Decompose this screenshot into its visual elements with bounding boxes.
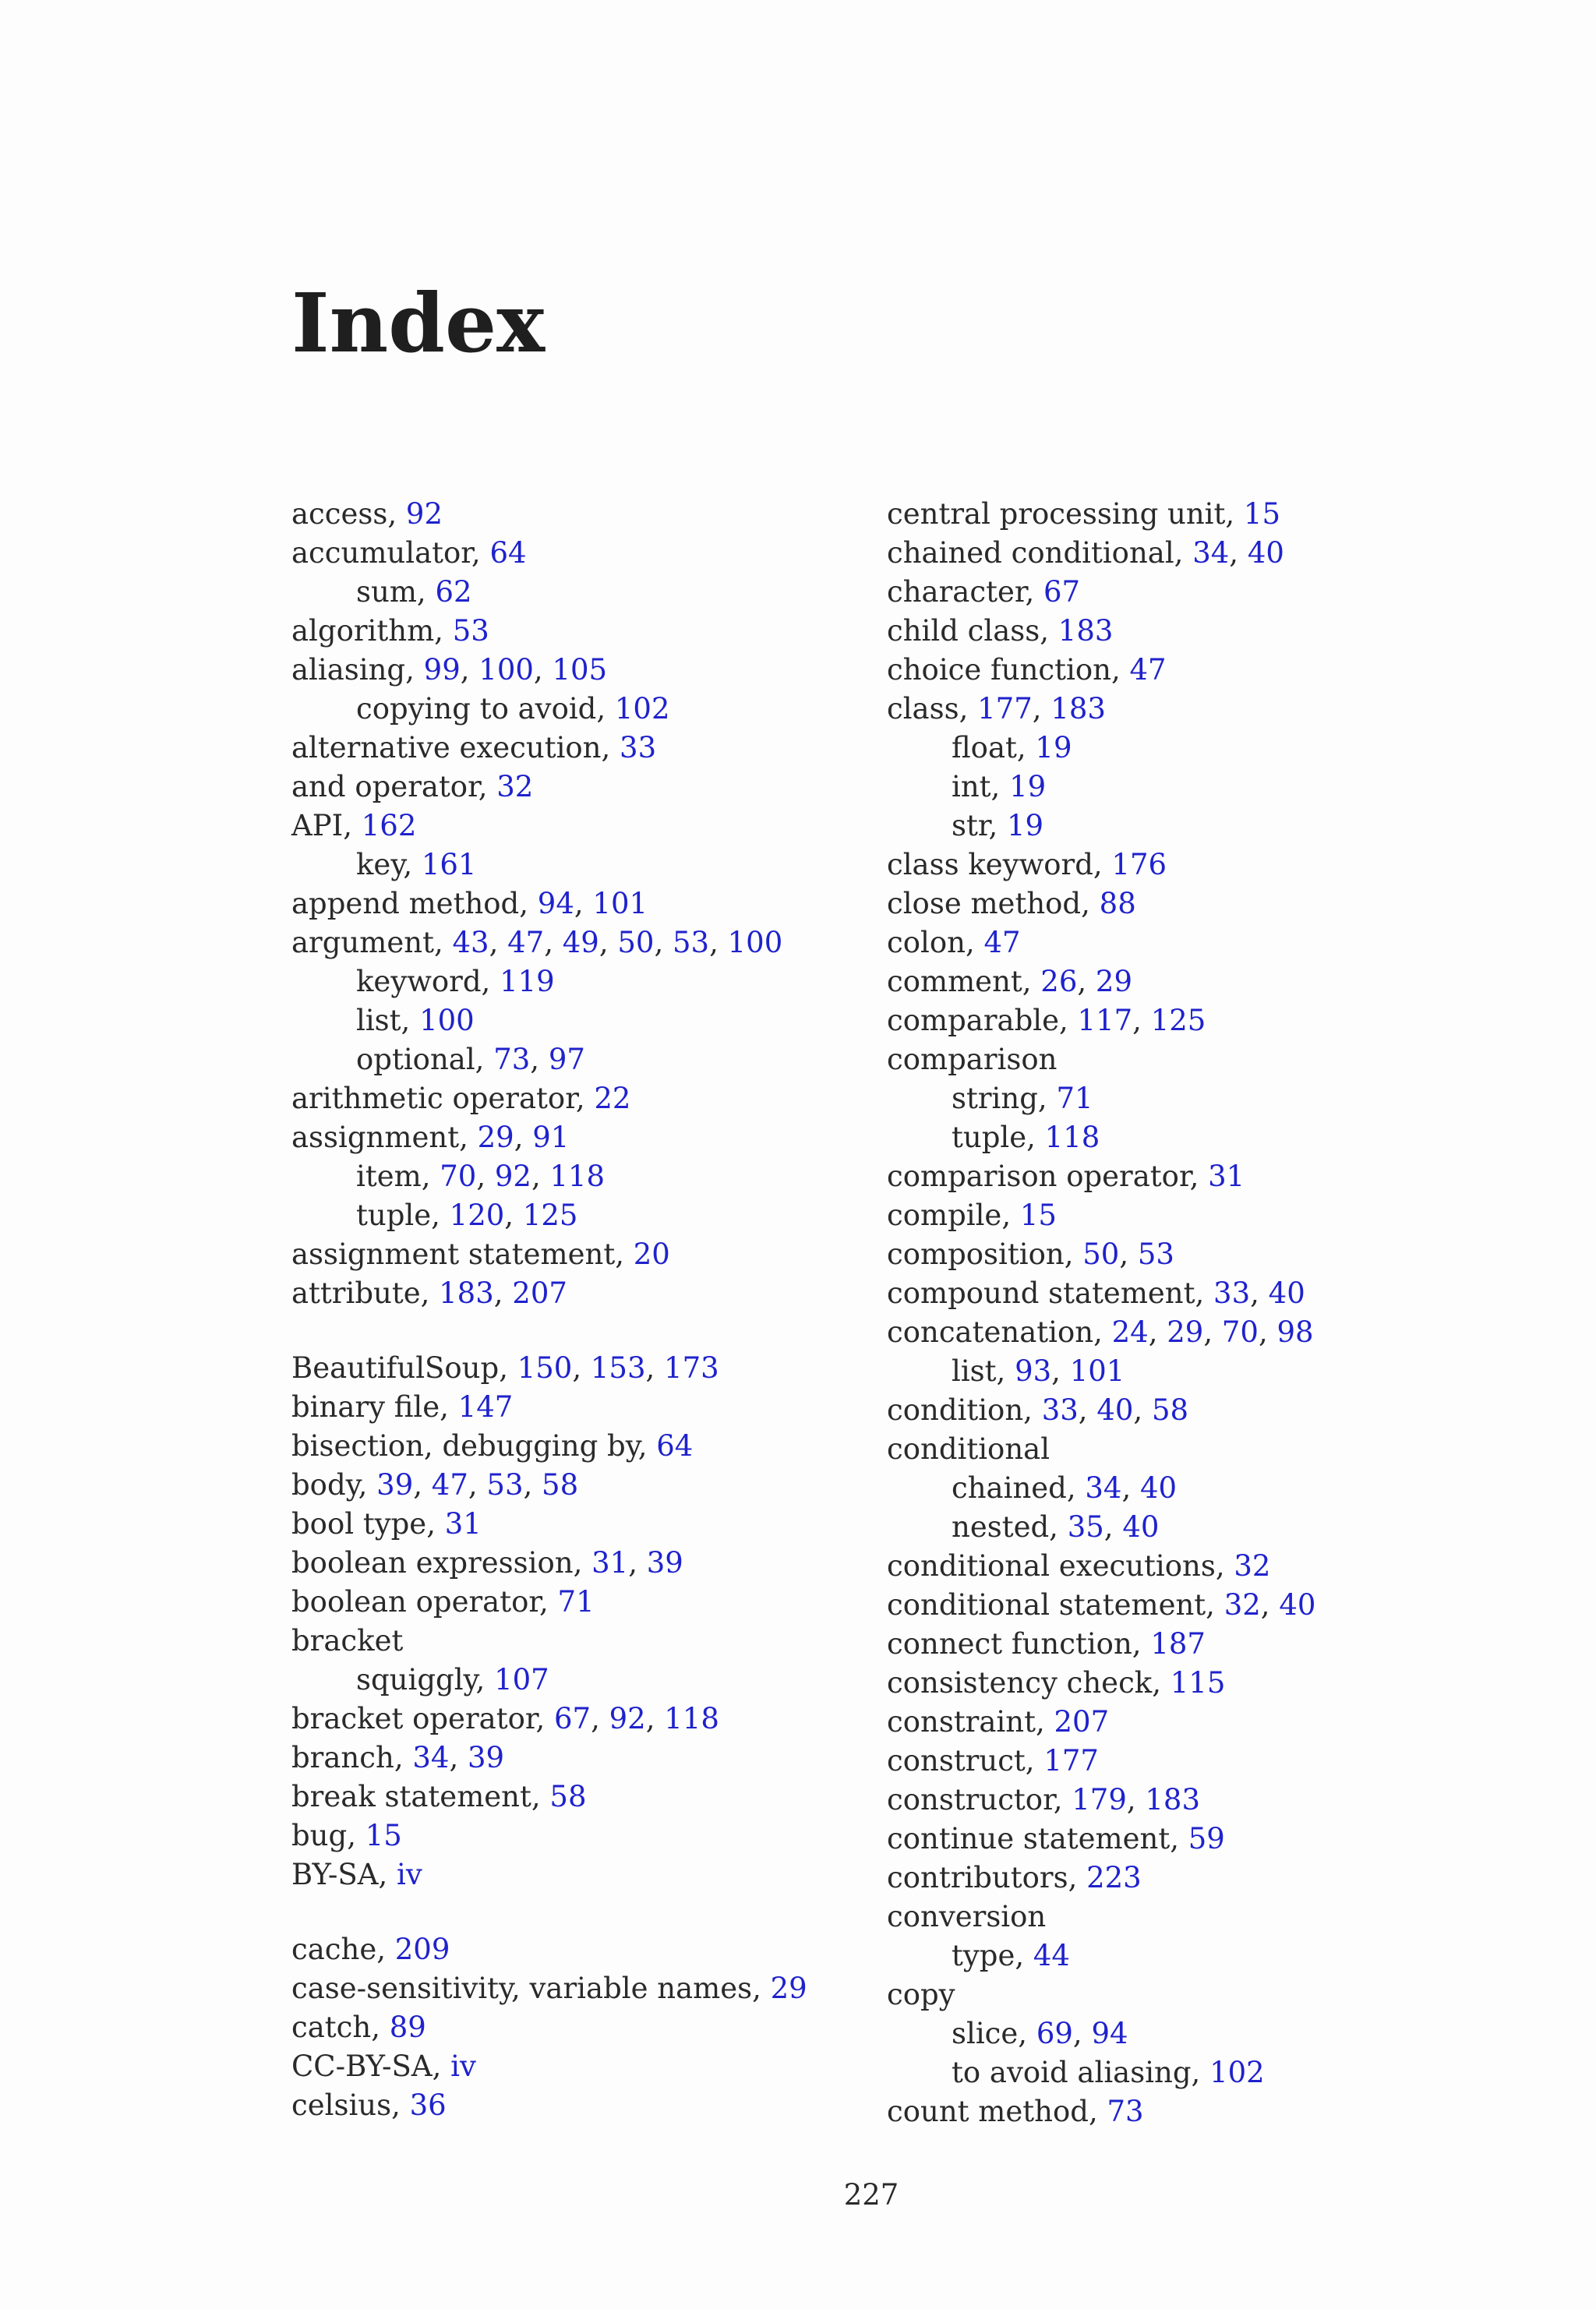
page-reference-link[interactable]: 31 (591, 1546, 629, 1580)
index-entry: central processing unit, 15 (887, 497, 1280, 531)
index-term: CC-BY-SA (291, 2050, 433, 2083)
page-reference-link[interactable]: iv (397, 1858, 422, 1891)
index-term: conversion (887, 1900, 1047, 1933)
page-reference-link[interactable]: 177 (977, 692, 1033, 726)
page-reference-link[interactable]: 33 (620, 731, 657, 764)
index-entry: binary file, 147 (291, 1390, 514, 1424)
letter-group-gap (291, 1313, 899, 1349)
page-reference-link[interactable]: 34 (412, 1741, 450, 1774)
index-subentry: float, 19 (952, 731, 1072, 764)
index-term: attribute (291, 1276, 421, 1310)
index-term: bool type (291, 1507, 427, 1541)
index-entry (887, 1975, 1495, 2014)
index-entry: assignment statement, 20 (291, 1237, 670, 1271)
index-term: body (291, 1468, 358, 1502)
index-entry: branch, 34, 39 (291, 1741, 505, 1774)
page-reference-link[interactable]: 101 (1069, 1354, 1125, 1388)
index-subentry: tuple, 120, 125 (356, 1199, 578, 1232)
index-term: float (952, 731, 1017, 764)
index-term: nested (952, 1510, 1050, 1544)
index-term: concatenation (887, 1315, 1094, 1349)
page-reference-link[interactable]: 94 (1091, 2017, 1128, 2050)
index-entry: catch, 89 (291, 2011, 426, 2044)
index-entry: constraint, 207 (887, 1705, 1110, 1739)
page-reference-link[interactable]: 70 (1221, 1315, 1259, 1349)
page-reference-link[interactable]: 19 (1007, 809, 1044, 842)
index-subentry: optional, 73, 97 (356, 1043, 585, 1076)
page-reference-link[interactable]: 34 (1085, 1471, 1122, 1505)
index-term: bracket (291, 1624, 404, 1658)
index-term: consistency check (887, 1666, 1153, 1700)
index-entry: consistency check, 115 (887, 1666, 1226, 1700)
page-reference-link[interactable]: 101 (592, 887, 648, 920)
index-entry (291, 1622, 899, 1661)
index-subentry: sum, 62 (356, 575, 472, 609)
index-term: comparison (887, 1043, 1058, 1076)
page-reference-link[interactable]: 34 (1192, 536, 1230, 570)
index-subentry: str, 19 (952, 809, 1044, 842)
index-subentry: tuple, 118 (952, 1121, 1100, 1154)
index-term: to avoid aliasing (952, 2056, 1192, 2089)
index-entry: class keyword, 176 (887, 848, 1167, 881)
page-reference-link[interactable]: 88 (1099, 887, 1136, 920)
index-term: optional (356, 1043, 475, 1076)
index-term: branch (291, 1741, 394, 1774)
page-reference-link[interactable]: 150 (517, 1351, 573, 1385)
page-reference-link[interactable]: 40 (1268, 1276, 1305, 1310)
index-entry: class, 177, 183 (887, 692, 1106, 726)
index-entry: alternative execution, 33 (291, 731, 657, 764)
index-entry: arithmetic operator, 22 (291, 1082, 631, 1115)
index-term: list (952, 1354, 997, 1388)
page-reference-link[interactable]: 19 (1035, 731, 1072, 764)
page-reference-link[interactable]: 50 (617, 926, 655, 959)
page-reference-link[interactable]: 20 (633, 1237, 670, 1271)
page-reference-link[interactable]: 118 (664, 1702, 719, 1735)
page-reference-link[interactable]: 58 (542, 1468, 579, 1502)
index-column-left (291, 495, 899, 2125)
index-entry: colon, 47 (887, 926, 1021, 959)
page-reference-link[interactable]: 58 (549, 1780, 587, 1813)
index-entry: bracket operator, 67, 92, 118 (291, 1702, 719, 1735)
index-term: comparison operator (887, 1160, 1190, 1193)
page-reference-link[interactable]: 53 (452, 614, 489, 648)
index-entry: attribute, 183, 207 (291, 1276, 567, 1310)
page-reference-link[interactable]: 119 (500, 965, 555, 998)
page-reference-link[interactable]: 102 (1209, 2056, 1265, 2089)
index-entry: assignment, 29, 91 (291, 1121, 570, 1154)
index-entry: construct, 177 (887, 1744, 1099, 1778)
index-term: slice (952, 2017, 1019, 2050)
page-reference-link[interactable]: 183 (439, 1276, 494, 1310)
page-reference-link[interactable]: 26 (1040, 965, 1078, 998)
index-term: str (952, 809, 989, 842)
page-reference-link[interactable]: 207 (512, 1276, 567, 1310)
index-term: continue statement (887, 1822, 1171, 1855)
page-reference-link[interactable]: 50 (1082, 1237, 1120, 1271)
page-reference-link[interactable]: 29 (1095, 965, 1133, 998)
index-subentry: list, 100 (356, 1004, 475, 1037)
page-reference-link[interactable]: 64 (656, 1429, 694, 1463)
index-term: accumulator (291, 536, 471, 570)
index-term: case-sensitivity, variable names (291, 1972, 753, 2005)
index-entry: accumulator, 64 (291, 536, 527, 570)
index-term: count method (887, 2095, 1089, 2128)
index-term: composition (887, 1237, 1065, 1271)
index-term: tuple (952, 1121, 1027, 1154)
page-reference-link[interactable]: 161 (421, 848, 477, 881)
page-reference-link[interactable]: 24 (1111, 1315, 1149, 1349)
page-reference-link[interactable]: 53 (672, 926, 710, 959)
page-reference-link[interactable]: 39 (467, 1741, 505, 1774)
index-entry: contributors, 223 (887, 1861, 1142, 1894)
page-reference-link[interactable]: 92 (494, 1160, 531, 1193)
page-reference-link[interactable]: 147 (457, 1390, 514, 1424)
index-subentry: to avoid aliasing, 102 (952, 2056, 1265, 2089)
index-term: access (291, 497, 388, 531)
index-term: conditional executions (887, 1549, 1216, 1583)
index-entry: algorithm, 53 (291, 614, 489, 648)
index-term: sum (356, 575, 417, 609)
page-reference-link[interactable]: 31 (1208, 1160, 1245, 1193)
index-entry: bool type, 31 (291, 1507, 482, 1541)
page-reference-link[interactable]: 118 (549, 1160, 606, 1193)
page-reference-link[interactable]: 183 (1058, 614, 1114, 648)
page-reference-link[interactable]: 40 (1279, 1588, 1316, 1622)
index-term: arithmetic operator (291, 1082, 576, 1115)
index-term: choice function (887, 653, 1111, 687)
page-reference-link[interactable]: 94 (537, 887, 574, 920)
index-term: alternative execution (291, 731, 602, 764)
index-entry: constructor, 179, 183 (887, 1783, 1201, 1816)
page-reference-link[interactable]: 67 (554, 1702, 591, 1735)
index-entry: BeautifulSoup, 150, 153, 173 (291, 1351, 719, 1385)
index-term: construct (887, 1744, 1026, 1778)
page-reference-link[interactable]: 187 (1150, 1627, 1206, 1661)
page-reference-link[interactable]: 183 (1145, 1783, 1201, 1816)
index-entry: CC-BY-SA, iv (291, 2050, 476, 2083)
page-reference-link[interactable]: 47 (507, 926, 545, 959)
index-term: and operator (291, 770, 478, 803)
page-reference-link[interactable]: 99 (423, 653, 461, 687)
page-reference-link[interactable]: 125 (522, 1199, 578, 1232)
index-term: constraint (887, 1705, 1036, 1739)
page-reference-link[interactable]: 91 (532, 1121, 570, 1154)
page-reference-link[interactable]: 92 (609, 1702, 646, 1735)
index-entry: comparison operator, 31 (887, 1160, 1245, 1193)
index-entry: connect function, 187 (887, 1627, 1206, 1661)
index-subentry: copying to avoid, 102 (356, 692, 670, 726)
index-term: catch (291, 2011, 372, 2044)
page-reference-link[interactable]: 53 (486, 1468, 524, 1502)
index-term: keyword (356, 965, 482, 998)
page-reference-link[interactable]: 15 (365, 1819, 402, 1852)
index-term: BeautifulSoup (291, 1351, 500, 1385)
page-reference-link[interactable]: 53 (1137, 1237, 1174, 1271)
page-reference-link[interactable]: 93 (1015, 1354, 1052, 1388)
index-column-right (887, 495, 1495, 2131)
index-term: contributors (887, 1861, 1068, 1894)
index-subentry: string, 71 (952, 1082, 1093, 1115)
index-subentry: keyword, 119 (356, 965, 555, 998)
index-entry: continue statement, 59 (887, 1822, 1225, 1855)
page-reference-link[interactable]: 40 (1140, 1471, 1178, 1505)
page-reference-link[interactable]: 36 (409, 2088, 447, 2122)
index-subentry: key, 161 (356, 848, 477, 881)
page-reference-link[interactable]: 105 (552, 653, 608, 687)
page-reference-link[interactable]: 35 (1067, 1510, 1104, 1544)
index-term: append method (291, 887, 520, 920)
index-entry: concatenation, 24, 29, 70, 98 (887, 1315, 1314, 1349)
index-entry (887, 1040, 1495, 1079)
page-reference-link[interactable]: 223 (1086, 1861, 1142, 1894)
page-reference-link[interactable]: 97 (548, 1043, 585, 1076)
index-term: constructor (887, 1783, 1054, 1816)
page-reference-link[interactable]: 207 (1054, 1705, 1110, 1739)
page-reference-link[interactable]: 29 (770, 1972, 807, 2005)
index-term: close method (887, 887, 1082, 920)
page-reference-link[interactable]: 40 (1096, 1393, 1134, 1427)
index-entry: case-sensitivity, variable names, 29 (291, 1972, 807, 2005)
page-reference-link[interactable]: 120 (449, 1199, 505, 1232)
letter-group-gap (291, 1894, 899, 1930)
index-term: conditional statement (887, 1588, 1206, 1622)
index-term: comparable (887, 1004, 1059, 1037)
index-entry: comment, 26, 29 (887, 965, 1133, 998)
index-term: binary file (291, 1390, 440, 1424)
page-reference-link[interactable]: 29 (477, 1121, 514, 1154)
index-subentry: list, 93, 101 (952, 1354, 1125, 1388)
index-entry: cache, 209 (291, 1933, 450, 1966)
index-entry: composition, 50, 53 (887, 1237, 1174, 1271)
index-term: boolean expression (291, 1546, 574, 1580)
index-term: copy (887, 1978, 955, 2011)
page-reference-link[interactable]: 29 (1167, 1315, 1204, 1349)
page-reference-link[interactable]: iv (450, 2050, 476, 2083)
index-term: chained (952, 1471, 1067, 1505)
page-reference-link[interactable]: 59 (1188, 1822, 1225, 1855)
index-entry: argument, 43, 47, 49, 50, 53, 100 (291, 926, 783, 959)
index-entry: break statement, 58 (291, 1780, 587, 1813)
index-entry: aliasing, 99, 100, 105 (291, 653, 608, 687)
index-term: key (356, 848, 404, 881)
index-entry: celsius, 36 (291, 2088, 447, 2122)
page-number: 227 (843, 2178, 899, 2212)
index-entry: compile, 15 (887, 1199, 1057, 1232)
index-term: bracket operator (291, 1702, 536, 1735)
page-reference-link[interactable]: 15 (1019, 1199, 1057, 1232)
page-reference-link[interactable]: 102 (614, 692, 670, 726)
index-term: int (952, 770, 991, 803)
index-entry: bisection, debugging by, 64 (291, 1429, 694, 1463)
page-reference-link[interactable]: 100 (478, 653, 534, 687)
index-entry: bug, 15 (291, 1819, 402, 1852)
page-reference-link[interactable]: 100 (419, 1004, 475, 1037)
index-term: compile (887, 1199, 1002, 1232)
page-title: Index (291, 275, 546, 371)
page-reference-link[interactable]: 47 (1129, 653, 1167, 687)
index-subentry: type, 44 (952, 1939, 1070, 1972)
page-reference-link[interactable]: 118 (1044, 1121, 1100, 1154)
page-reference-link[interactable]: 209 (394, 1933, 450, 1966)
index-entry: compound statement, 33, 40 (887, 1276, 1305, 1310)
page-reference-link[interactable]: 89 (389, 2011, 426, 2044)
index-term: list (356, 1004, 401, 1037)
page-reference-link[interactable]: 40 (1122, 1510, 1160, 1544)
index-entry: boolean expression, 31, 39 (291, 1546, 683, 1580)
index-entry: and operator, 32 (291, 770, 534, 803)
index-term: character (887, 575, 1026, 609)
index-subentry: nested, 35, 40 (952, 1510, 1160, 1544)
index-term: class (887, 692, 959, 726)
page-reference-link[interactable]: 100 (727, 926, 783, 959)
index-entry: conditional statement, 32, 40 (887, 1588, 1316, 1622)
page-reference-link[interactable]: 173 (664, 1351, 719, 1385)
page-reference-link[interactable]: 44 (1033, 1939, 1070, 1972)
index-term: assignment (291, 1121, 460, 1154)
page-reference-link[interactable]: 40 (1247, 536, 1284, 570)
page-reference-link[interactable]: 19 (1009, 770, 1047, 803)
index-term: celsius (291, 2088, 392, 2122)
page-reference-link[interactable]: 70 (440, 1160, 477, 1193)
page-reference-link[interactable]: 39 (646, 1546, 683, 1580)
page-reference-link[interactable]: 58 (1151, 1393, 1189, 1427)
page-reference-link[interactable]: 177 (1043, 1744, 1099, 1778)
page-reference-link[interactable]: 69 (1036, 2017, 1073, 2050)
page-reference-link[interactable]: 62 (435, 575, 472, 609)
index-entry: conditional executions, 32 (887, 1549, 1271, 1583)
index-term: break statement (291, 1780, 531, 1813)
index-subentry: squiggly, 107 (356, 1663, 549, 1696)
page-reference-link[interactable]: 33 (1041, 1393, 1079, 1427)
page-reference-link[interactable]: 153 (590, 1351, 646, 1385)
index-entry: body, 39, 47, 53, 58 (291, 1468, 579, 1502)
index-entry: API, 162 (291, 809, 417, 842)
page-reference-link[interactable]: 47 (431, 1468, 468, 1502)
index-term: boolean operator (291, 1585, 539, 1619)
index-term: item (356, 1160, 422, 1193)
index-term: aliasing (291, 653, 406, 687)
page-reference-link[interactable]: 162 (361, 809, 417, 842)
page-reference-link[interactable]: 32 (1223, 1588, 1261, 1622)
index-term: algorithm (291, 614, 435, 648)
index-term: squiggly (356, 1663, 476, 1696)
index-term: central processing unit (887, 497, 1226, 531)
index-term: chained conditional (887, 536, 1174, 570)
index-term: API (291, 809, 344, 842)
page-reference-link[interactable]: 125 (1150, 1004, 1206, 1037)
page-reference-link[interactable]: 176 (1111, 848, 1167, 881)
index-entry: child class, 183 (887, 614, 1114, 648)
index-term: comment (887, 965, 1022, 998)
index-entry: comparable, 117, 125 (887, 1004, 1206, 1037)
index-entry: BY-SA, iv (291, 1858, 422, 1891)
index-term: assignment statement (291, 1237, 616, 1271)
page-reference-link[interactable]: 115 (1170, 1666, 1226, 1700)
page-reference-link[interactable]: 22 (594, 1082, 631, 1115)
page-reference-link[interactable]: 71 (1056, 1082, 1093, 1115)
index-entry: boolean operator, 71 (291, 1585, 595, 1619)
index-term: copying to avoid (356, 692, 597, 726)
page-reference-link[interactable]: 98 (1276, 1315, 1314, 1349)
index-entry: count method, 73 (887, 2095, 1144, 2128)
index-entry: chained conditional, 34, 40 (887, 536, 1284, 570)
page-reference-link[interactable]: 49 (562, 926, 599, 959)
index-term: connect function (887, 1627, 1132, 1661)
page-reference-link[interactable]: 39 (376, 1468, 414, 1502)
page-reference-link[interactable]: 71 (557, 1585, 595, 1619)
page-reference-link[interactable]: 32 (1234, 1549, 1271, 1583)
page-reference-link[interactable]: 32 (496, 770, 534, 803)
index-subentry: slice, 69, 94 (952, 2017, 1128, 2050)
index-entry (887, 1898, 1495, 1937)
index-entry: choice function, 47 (887, 653, 1167, 687)
page-reference-link[interactable]: 31 (444, 1507, 482, 1541)
index-term: BY-SA (291, 1858, 379, 1891)
index-term: string (952, 1082, 1038, 1115)
index-term: argument (291, 926, 434, 959)
index-term: bisection, debugging by (291, 1429, 638, 1463)
index-term: type (952, 1939, 1015, 1972)
page-reference-link[interactable]: 43 (452, 926, 489, 959)
page-reference-link[interactable]: 67 (1043, 575, 1081, 609)
index-subentry: int, 19 (952, 770, 1047, 803)
page-reference-link[interactable]: 179 (1072, 1783, 1127, 1816)
page-reference-link[interactable]: 107 (494, 1663, 549, 1696)
index-term: tuple (356, 1199, 432, 1232)
index-entry: character, 67 (887, 575, 1081, 609)
index-term: child class (887, 614, 1040, 648)
page-reference-link[interactable]: 92 (405, 497, 443, 531)
index-term: bug (291, 1819, 348, 1852)
page-reference-link[interactable]: 73 (1107, 2095, 1144, 2128)
page-reference-link[interactable]: 47 (983, 926, 1021, 959)
index-term: colon (887, 926, 966, 959)
index-term: compound statement (887, 1276, 1195, 1310)
page-reference-link[interactable]: 183 (1050, 692, 1106, 726)
index-entry: append method, 94, 101 (291, 887, 648, 920)
index-term: condition (887, 1393, 1024, 1427)
page-reference-link[interactable]: 15 (1243, 497, 1280, 531)
page-reference-link[interactable]: 33 (1213, 1276, 1251, 1310)
index-subentry: chained, 34, 40 (952, 1471, 1178, 1505)
page-reference-link[interactable]: 64 (489, 536, 527, 570)
page-reference-link[interactable]: 117 (1077, 1004, 1133, 1037)
page-reference-link[interactable]: 73 (493, 1043, 531, 1076)
index-term: cache (291, 1933, 377, 1966)
index-entry: access, 92 (291, 497, 443, 531)
index-term: conditional (887, 1432, 1050, 1466)
index-entry: condition, 33, 40, 58 (887, 1393, 1189, 1427)
index-term: class keyword (887, 848, 1093, 881)
index-subentry: item, 70, 92, 118 (356, 1160, 606, 1193)
index-entry: close method, 88 (887, 887, 1136, 920)
index-entry (887, 1430, 1495, 1469)
